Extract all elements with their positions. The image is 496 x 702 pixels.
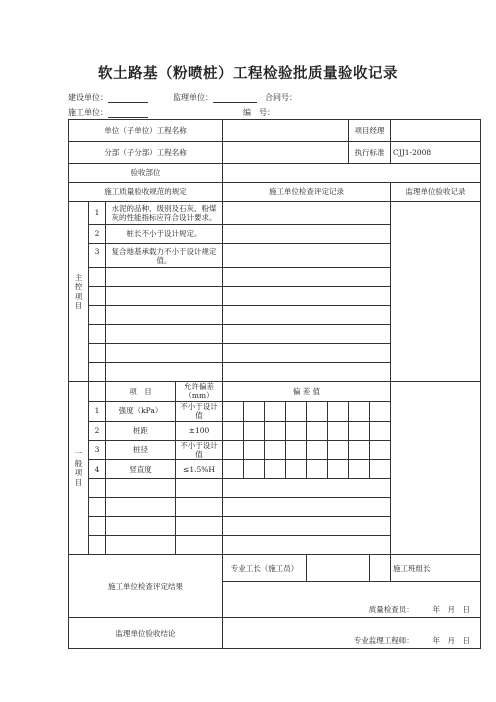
deviation-cell[interactable] [307,460,328,479]
general-item-no: 3 [89,440,106,460]
main-item-check[interactable] [223,202,391,225]
main-item-row [69,202,481,225]
main-item-no: 2 [89,225,106,244]
blank-cell [89,325,106,344]
foreman-sign-field[interactable] [307,555,370,582]
quality-inspector-sign[interactable]: 质量检查员： 年 月 日 [223,582,481,618]
main-item-no: 1 [89,202,106,225]
project-name-value[interactable] [223,120,349,142]
general-item-name: 桩距 [106,421,176,440]
builder-result-label: 施工单位检查评定结果 [69,555,223,618]
main-item-text: 桩长不小于设计规定。 [106,225,223,244]
general-col-item: 项 目 [106,382,176,402]
blank-cell [89,268,106,287]
deviation-cell[interactable] [265,460,286,479]
blank-cell [89,479,106,498]
general-item-name: 竖直度 [106,460,176,479]
blank-cell [89,344,106,363]
deviation-cell[interactable] [244,421,265,440]
supervisor-record-column-header: 监理单位验收记录 [391,183,481,202]
construction-unit-field[interactable] [108,93,148,103]
deviation-cell[interactable] [349,460,370,479]
main-item-text: 水泥的品种、级别及石灰、粉煤灰的性能指标应符合设计要求。 [106,202,223,225]
blank-cell [106,517,176,536]
deviation-cell[interactable] [223,401,244,421]
blank-cell [89,382,106,402]
construction-unit-line [68,92,148,103]
blank-cell[interactable] [223,536,391,555]
acceptance-part-value[interactable] [223,164,481,183]
blank-cell[interactable] [223,344,391,363]
construction-unit-label: 建设单位： [68,93,108,102]
blank-cell [106,479,176,498]
general-item-tolerance: 不小于设计值 [176,440,223,460]
deviation-cell[interactable] [307,421,328,440]
blank-cell [106,268,223,287]
deviation-cell[interactable] [244,401,265,421]
deviation-cell[interactable] [370,421,391,440]
deviation-cell[interactable] [244,460,265,479]
deviation-cell[interactable] [244,440,265,460]
supervision-unit-field[interactable] [213,93,257,103]
foreman-label: 专业工长（施工员） [223,555,307,582]
project-manager-value[interactable] [391,120,481,142]
general-item-no: 2 [89,421,106,440]
blank-cell [176,498,223,517]
blank-cell [106,498,176,517]
blank-cell [176,517,223,536]
general-item-no: 1 [89,401,106,421]
info-row-acceptance-part [69,164,481,183]
main-control-label: 主 控 项 目 [69,202,89,382]
main-item-check[interactable] [223,244,391,268]
builder-unit-field[interactable] [108,108,148,118]
blank-cell[interactable] [223,325,391,344]
blank-cell [89,287,106,306]
blank-cell[interactable] [223,268,391,287]
deviation-cell[interactable] [370,460,391,479]
general-header-row [69,382,481,402]
blank-cell [106,363,223,382]
general-item-tolerance: ±100 [176,421,223,440]
builder-check-column-header: 施工单位检查评定记录 [223,183,391,202]
exec-standard-value: CJJ1-2008 [391,142,481,164]
column-header-row [69,183,481,202]
blank-cell[interactable] [223,479,391,498]
deviation-cell[interactable] [223,421,244,440]
blank-cell [89,363,106,382]
builder-unit-label: 施工单位： [68,108,108,117]
general-col-deviation: 偏 差 值 [223,382,391,402]
main-item-check[interactable] [223,225,391,244]
project-name-label: 单位（子单位）工程名称 [69,120,223,142]
blank-cell [89,536,106,555]
deviation-cell[interactable] [328,421,349,440]
deviation-cell[interactable] [265,421,286,440]
deviation-cell[interactable] [349,421,370,440]
deviation-cell[interactable] [328,460,349,479]
deviation-cell[interactable] [307,401,328,421]
acceptance-form-table [68,119,481,649]
main-item-no: 3 [89,244,106,268]
supervisor-engineer-sign[interactable]: 专业监理工程师： 年 月 日 [223,618,481,649]
blank-cell [89,517,106,536]
project-manager-label: 项目经理 [349,120,391,142]
deviation-cell[interactable] [328,440,349,460]
info-row-project [69,120,481,142]
blank-cell[interactable] [223,517,391,536]
subproject-name-value[interactable] [223,142,349,164]
deviation-cell[interactable] [223,460,244,479]
blank-cell [106,306,223,325]
blank-cell [106,536,176,555]
blank-cell [106,287,223,306]
general-item-tolerance: ≤1.5%H [176,460,223,479]
document-title: 软土路基（粉喷桩）工程检验批质量验收记录 [98,66,398,82]
deviation-cell[interactable] [286,401,307,421]
blank-cell [176,536,223,555]
supervision-unit-label: 监理单位： [173,93,213,102]
general-items-label: 一 般 项 目 [69,382,89,555]
supervisor-result-row [69,618,481,649]
general-item-no: 4 [89,460,106,479]
team-leader-label-cell [370,555,391,582]
team-leader-label: 施工班组长 [391,555,481,582]
blank-cell [176,479,223,498]
builder-unit-line [68,107,148,118]
general-supervisor-record[interactable] [391,382,481,555]
deviation-cell[interactable] [286,460,307,479]
deviation-cell[interactable] [223,440,244,460]
spec-column-header: 施工质量验收规范的规定 [69,183,223,202]
exec-standard-label: 执行标准 [349,142,391,164]
subproject-name-label: 分部（子分部）工程名称 [69,142,223,164]
general-item-name: 桩径 [106,440,176,460]
blank-cell [106,325,223,344]
acceptance-part-label: 验收部位 [69,164,223,183]
supervision-unit-line [173,92,257,103]
blank-cell [106,344,223,363]
supervisor-result-label: 监理单位验收结论 [69,618,223,649]
deviation-cell[interactable] [328,401,349,421]
deviation-cell[interactable] [286,421,307,440]
deviation-cell[interactable] [307,440,328,460]
blank-cell[interactable] [223,498,391,517]
serial-no-label: 编 号： [243,108,275,117]
deviation-cell[interactable] [349,440,370,460]
deviation-cell[interactable] [286,440,307,460]
info-row-subproject [69,142,481,164]
general-item-tolerance: 不小于设计值 [176,401,223,421]
blank-cell[interactable] [223,287,391,306]
deviation-cell[interactable] [265,401,286,421]
builder-result-row [69,555,481,582]
blank-cell[interactable] [223,363,391,382]
blank-cell [89,498,106,517]
main-control-supervisor-record[interactable] [391,202,481,382]
blank-cell [89,306,106,325]
deviation-cell[interactable] [265,440,286,460]
deviation-cell[interactable] [370,440,391,460]
deviation-cell[interactable] [370,401,391,421]
general-item-name: 强度（kPa） [106,401,176,421]
deviation-cell[interactable] [349,401,370,421]
general-col-tolerance: 允许偏差（mm） [176,382,223,402]
contract-no-label: 合同号： [265,93,297,102]
blank-cell[interactable] [223,306,391,325]
main-item-text: 复合地基承载力不小于设计规定值。 [106,244,223,268]
